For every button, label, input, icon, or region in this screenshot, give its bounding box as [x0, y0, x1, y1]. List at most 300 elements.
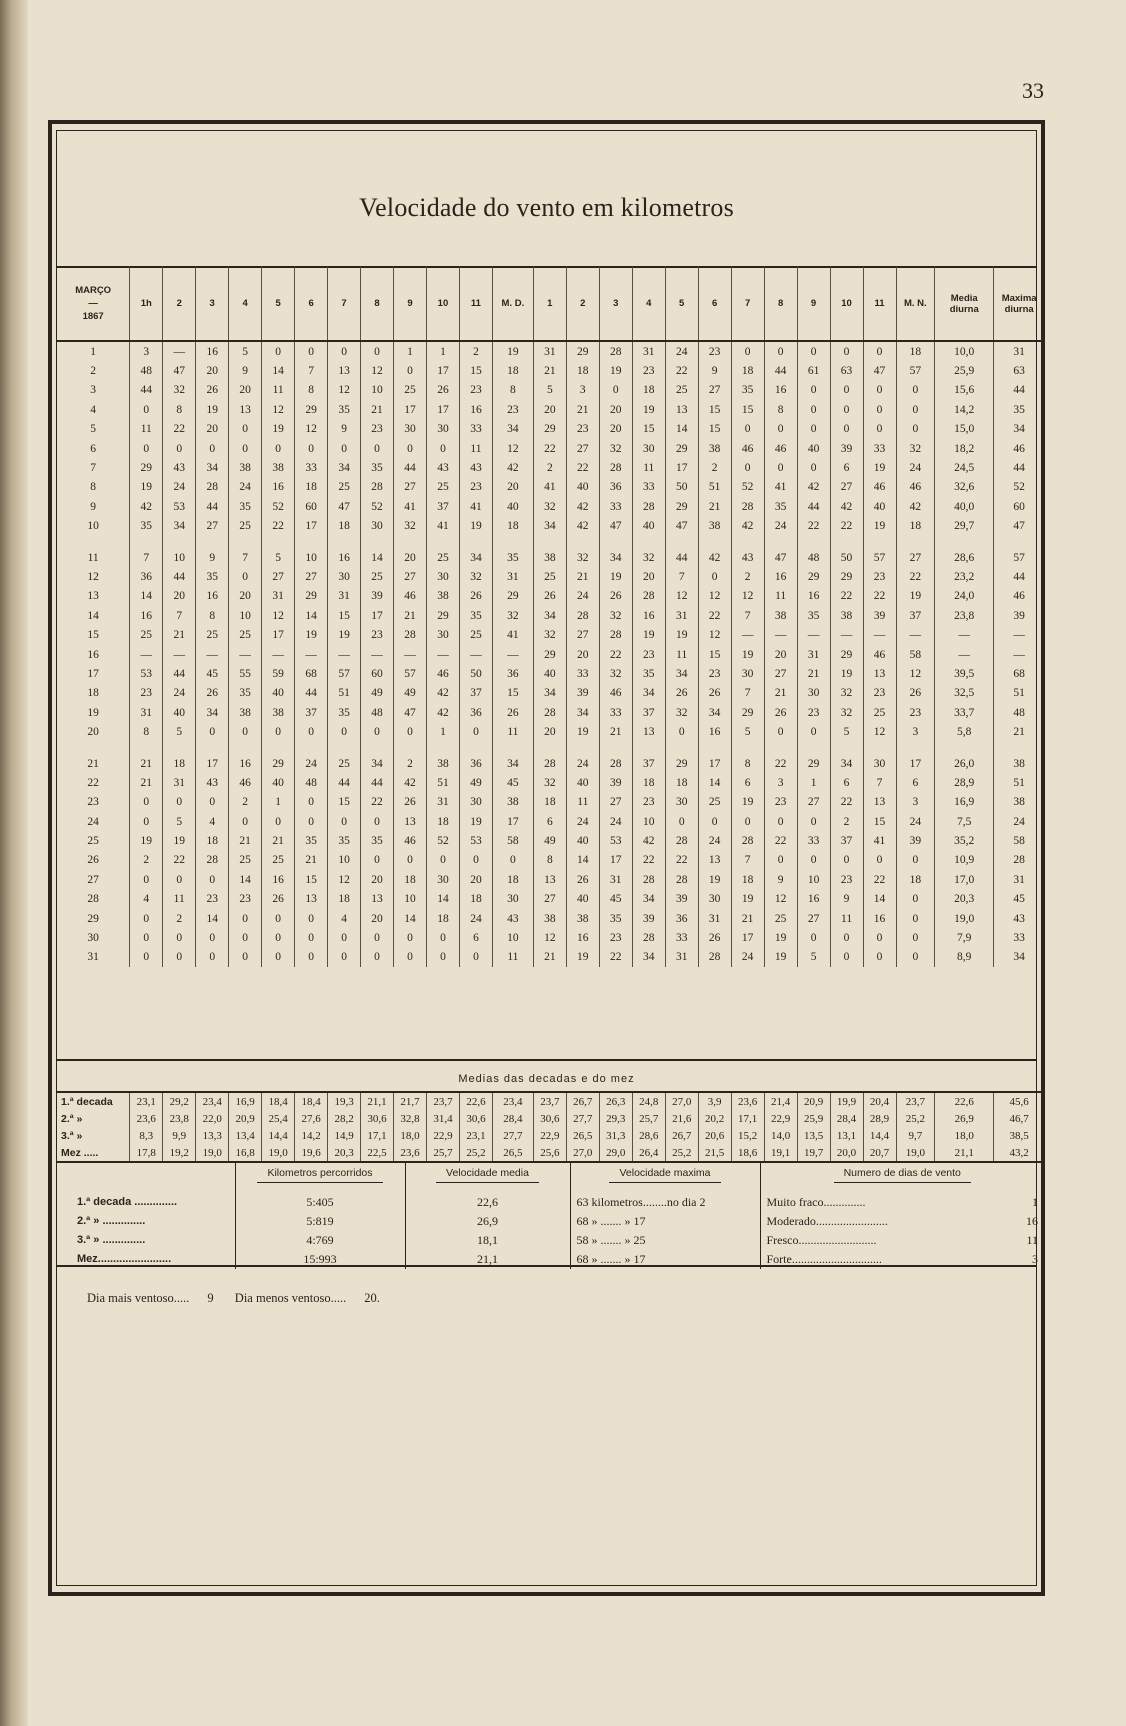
speed-cell: 43 [459, 458, 492, 477]
speed-cell: 40 [566, 478, 599, 497]
speed-cell: 0 [229, 909, 262, 928]
speed-cell: 37 [632, 703, 665, 722]
average-cell: 28,9 [863, 1110, 896, 1127]
speed-cell: 6 [830, 458, 863, 477]
speed-cell: 6 [830, 773, 863, 792]
speed-cell: 34 [196, 703, 229, 722]
speed-cell: 27 [830, 478, 863, 497]
speed-cell: 21 [764, 684, 797, 703]
speed-cell: 47 [764, 536, 797, 567]
speed-cell: 36 [492, 664, 533, 683]
average-cell: 19,7 [797, 1144, 830, 1162]
speed-cell: 44 [328, 773, 361, 792]
table-row [57, 517, 1044, 536]
speed-cell: 35 [599, 909, 632, 928]
speed-cell: 18 [632, 773, 665, 792]
speed-cell: 39 [599, 773, 632, 792]
speed-cell: 8 [731, 742, 764, 773]
day-cell: 22 [87, 776, 99, 789]
speed-cell: — [229, 645, 262, 664]
speed-cell: 0 [229, 812, 262, 831]
average-cell: 13,4 [229, 1127, 262, 1144]
speed-cell: 17 [698, 742, 731, 773]
speed-cell: 0 [130, 948, 163, 967]
speed-cell: 17 [426, 400, 459, 419]
speed-cell: 17 [492, 812, 533, 831]
speed-cell: 0 [863, 851, 896, 870]
speed-cell: 7 [731, 851, 764, 870]
speed-cell: 34 [632, 890, 665, 909]
speed-cell: 23 [863, 567, 896, 586]
speed-cell: 12 [764, 890, 797, 909]
average-cell: 18,0 [394, 1127, 427, 1144]
speed-cell: 9 [196, 536, 229, 567]
speed-cell: 34 [533, 606, 566, 625]
speed-cell: 44 [994, 381, 1044, 400]
speed-cell: 38 [698, 439, 731, 458]
average-cell: 21,6 [665, 1110, 698, 1127]
speed-cell: 27 [698, 381, 731, 400]
speed-cell: 31 [328, 587, 361, 606]
speed-cell: 13 [295, 890, 328, 909]
average-cell: 21,5 [698, 1144, 731, 1162]
speed-cell: 44 [994, 458, 1044, 477]
speed-cell: 63 [830, 361, 863, 380]
speed-cell: 31 [492, 567, 533, 586]
speed-cell: 12 [698, 625, 731, 644]
speed-cell: 40 [262, 773, 295, 792]
speed-cell: 36 [665, 909, 698, 928]
speed-cell: 12 [492, 439, 533, 458]
speed-cell: 38 [492, 793, 533, 812]
speed-cell: 20 [533, 722, 566, 741]
speed-cell: 23 [797, 703, 830, 722]
table-row [57, 381, 1044, 400]
wind-days-label: Muito fraco.............. [766, 1195, 866, 1209]
speed-cell: 42 [394, 773, 427, 792]
hour-header: 10 [426, 267, 459, 341]
table-row [57, 664, 1044, 683]
speed-cell: 6 [731, 773, 764, 792]
speed-cell: 53 [130, 664, 163, 683]
speed-cell: 27 [797, 793, 830, 812]
day-cell: 4 [90, 403, 96, 416]
speed-cell: 29 [797, 742, 830, 773]
speed-cell: 8 [163, 400, 196, 419]
speed-cell: 1 [797, 773, 830, 792]
speed-cell: 39 [632, 909, 665, 928]
speed-cell: 38 [262, 703, 295, 722]
speed-cell: 14,2 [935, 400, 994, 419]
speed-cell: 21 [295, 851, 328, 870]
speed-cell: 24 [295, 742, 328, 773]
speed-cell: 15 [295, 870, 328, 889]
md-header: M. D. [492, 267, 533, 341]
speed-cell: 8 [295, 381, 328, 400]
average-cell: 14,0 [764, 1127, 797, 1144]
speed-cell: 0 [229, 567, 262, 586]
speed-cell: 34 [163, 517, 196, 536]
speed-cell: 68 [994, 664, 1044, 683]
speed-cell: 26 [492, 703, 533, 722]
speed-cell: 6 [896, 773, 935, 792]
speed-cell: 40 [566, 773, 599, 792]
speed-cell: 5 [533, 381, 566, 400]
speed-cell: 8 [492, 381, 533, 400]
speed-cell: 40 [163, 703, 196, 722]
average-cell: 29,3 [599, 1110, 632, 1127]
speed-cell: 0 [896, 381, 935, 400]
speed-cell: 13 [229, 400, 262, 419]
wind-days-value: 16 [1026, 1214, 1038, 1228]
maxima-diurna-header-line1: Maxima [1001, 292, 1037, 304]
table-header-row [57, 267, 1044, 341]
speed-cell: 0 [295, 341, 328, 361]
speed-cell: 5,8 [935, 722, 994, 741]
speed-cell: 38 [229, 703, 262, 722]
speed-cell: 0 [295, 909, 328, 928]
speed-cell: 57 [328, 664, 361, 683]
average-cell: 19,0 [896, 1144, 935, 1162]
speed-cell: 35 [797, 606, 830, 625]
speed-cell: 16 [797, 587, 830, 606]
speed-cell: 7 [163, 606, 196, 625]
average-cell: 23,4 [492, 1092, 533, 1110]
speed-cell: 32 [896, 439, 935, 458]
speed-cell: 50 [665, 478, 698, 497]
speed-cell: 44 [764, 361, 797, 380]
speed-cell: 16 [229, 742, 262, 773]
average-cell: 29,2 [163, 1092, 196, 1110]
speed-cell: 0 [896, 400, 935, 419]
day-cell: 12 [87, 570, 99, 583]
speed-cell: 0 [896, 851, 935, 870]
speed-cell: 0 [665, 722, 698, 741]
speed-cell: 11 [459, 439, 492, 458]
speed-cell: 26 [262, 890, 295, 909]
table-row [57, 684, 1044, 703]
speed-cell: 0 [797, 928, 830, 947]
speed-cell: 2 [229, 793, 262, 812]
hour-header: 11 [459, 267, 492, 341]
table-row [57, 497, 1044, 516]
speed-cell: 30 [394, 420, 427, 439]
speed-cell: 40 [492, 497, 533, 516]
average-cell: 23,6 [130, 1110, 163, 1127]
speed-cell: 10,0 [935, 341, 994, 361]
speed-cell: 0 [896, 948, 935, 967]
speed-cell: 34 [599, 536, 632, 567]
speed-cell: 35 [492, 536, 533, 567]
average-cell: 13,3 [196, 1127, 229, 1144]
day-cell: 5 [90, 423, 96, 436]
speed-cell: 44 [394, 458, 427, 477]
speed-cell: 27 [262, 567, 295, 586]
speed-cell: 0 [797, 420, 830, 439]
speed-cell: 19 [566, 948, 599, 967]
speed-cell: 9 [229, 361, 262, 380]
speed-cell: 23,8 [935, 606, 994, 625]
speed-cell: 0 [426, 948, 459, 967]
km-value: 4:769 [306, 1233, 334, 1247]
speed-cell: 8 [130, 722, 163, 741]
average-cell: 17,1 [731, 1110, 764, 1127]
average-cell: 21,7 [394, 1092, 427, 1110]
mean-speed-header: Velocidade media [436, 1163, 539, 1183]
speed-cell: 26 [459, 587, 492, 606]
speed-cell: 22 [830, 517, 863, 536]
speed-cell: 27 [295, 567, 328, 586]
decade-label: 1.ª decada .............. [77, 1196, 178, 1208]
speed-cell: 23 [492, 400, 533, 419]
wind-days-label: Fresco.......................... [766, 1233, 877, 1247]
table-row [57, 703, 1044, 722]
speed-cell: 19 [698, 870, 731, 889]
speed-cell: 16 [196, 341, 229, 361]
speed-cell: 28 [599, 625, 632, 644]
speed-cell: 12 [731, 587, 764, 606]
speed-cell: 8 [533, 851, 566, 870]
speed-cell: 46 [731, 439, 764, 458]
speed-cell: 42 [830, 497, 863, 516]
average-cell: 25,2 [459, 1144, 492, 1162]
speed-cell: 23 [632, 645, 665, 664]
speed-cell: 19 [328, 625, 361, 644]
km-value: 15:993 [303, 1252, 337, 1266]
day-cell: 10 [87, 520, 99, 533]
day-cell: 18 [87, 687, 99, 700]
speed-cell: 18 [731, 361, 764, 380]
speed-cell: 44 [163, 567, 196, 586]
speed-cell: 5 [163, 812, 196, 831]
speed-cell: 37 [459, 684, 492, 703]
speed-cell: 0 [426, 439, 459, 458]
speed-cell: 14 [262, 361, 295, 380]
speed-cell: 33 [863, 439, 896, 458]
average-cell: 16,9 [229, 1092, 262, 1110]
speed-cell: 0 [599, 381, 632, 400]
speed-cell: 0 [459, 851, 492, 870]
wind-days-row [767, 1231, 1039, 1250]
maxima-diurna-header-line2: diurna [1004, 303, 1034, 315]
average-cell: 23,7 [896, 1092, 935, 1110]
table-row [57, 458, 1044, 477]
speed-cell: 0 [262, 722, 295, 741]
table-row [57, 773, 1044, 792]
speed-cell: 47 [328, 497, 361, 516]
speed-cell: 17 [665, 458, 698, 477]
speed-cell: 0 [361, 722, 394, 741]
speed-cell: 24 [163, 684, 196, 703]
speed-cell: 22 [764, 831, 797, 850]
speed-cell: 7 [731, 606, 764, 625]
speed-cell: 27 [533, 890, 566, 909]
table-row [57, 722, 1044, 741]
speed-cell: 35 [295, 831, 328, 850]
speed-cell: 14 [698, 773, 731, 792]
speed-cell: 20 [196, 420, 229, 439]
speed-cell: — [459, 645, 492, 664]
speed-cell: 0 [830, 420, 863, 439]
speed-cell: 1 [426, 341, 459, 361]
speed-cell: 14 [130, 587, 163, 606]
speed-cell: 19 [764, 928, 797, 947]
speed-cell: 38 [533, 909, 566, 928]
average-cell: 23,7 [426, 1092, 459, 1110]
wind-speed-table [57, 267, 1044, 967]
speed-cell: 18 [665, 773, 698, 792]
average-cell: 23,4 [196, 1092, 229, 1110]
speed-cell: 40 [863, 497, 896, 516]
speed-cell: 48 [797, 536, 830, 567]
speed-cell: 16 [196, 587, 229, 606]
speed-cell: 15 [632, 420, 665, 439]
speed-cell: 0 [764, 812, 797, 831]
max-speed-value: 63 kilometros........no dia 2 [576, 1195, 706, 1209]
speed-cell: 0 [361, 439, 394, 458]
average-cell: 23,1 [459, 1127, 492, 1144]
speed-cell: 29 [295, 400, 328, 419]
speed-cell: 23 [130, 684, 163, 703]
mean-speed-value: 18,1 [477, 1233, 498, 1247]
speed-cell: 32 [599, 664, 632, 683]
speed-cell: 48 [361, 703, 394, 722]
speed-cell: 34 [533, 684, 566, 703]
speed-cell: 0 [863, 381, 896, 400]
speed-cell: 0 [863, 928, 896, 947]
speed-cell: 33 [459, 420, 492, 439]
speed-cell: 0 [130, 812, 163, 831]
speed-cell: 18,2 [935, 439, 994, 458]
speed-cell: 15 [731, 400, 764, 419]
speed-cell: 34 [492, 742, 533, 773]
speed-cell: 18 [163, 742, 196, 773]
speed-cell: 0 [262, 341, 295, 361]
speed-cell: 26 [665, 684, 698, 703]
average-cell: 21,1 [361, 1092, 394, 1110]
speed-cell: 35 [361, 458, 394, 477]
speed-cell: 53 [163, 497, 196, 516]
hour-header: 1h [130, 267, 163, 341]
speed-cell: 24 [566, 587, 599, 606]
speed-cell: 21 [361, 400, 394, 419]
average-cell: 25,4 [262, 1110, 295, 1127]
speed-cell: 12 [665, 587, 698, 606]
speed-cell: 0 [863, 400, 896, 419]
speed-cell: 29 [295, 587, 328, 606]
speed-cell: 46 [426, 664, 459, 683]
speed-cell: 24 [566, 812, 599, 831]
speed-cell: 41 [533, 478, 566, 497]
speed-cell: 42 [492, 458, 533, 477]
speed-cell: 2 [130, 851, 163, 870]
speed-cell: 0 [262, 948, 295, 967]
speed-cell: 34 [196, 458, 229, 477]
speed-cell: 13 [698, 851, 731, 870]
speed-cell: 29 [830, 567, 863, 586]
speed-cell: 21 [797, 664, 830, 683]
speed-cell: 37 [632, 742, 665, 773]
speed-cell: 25 [130, 625, 163, 644]
speed-cell: 25 [665, 381, 698, 400]
speed-cell: 24 [163, 478, 196, 497]
speed-cell: 44 [361, 773, 394, 792]
most-windy-label: Dia mais ventoso..... [87, 1291, 190, 1305]
speed-cell: 28 [599, 341, 632, 361]
speed-cell: 29 [797, 567, 830, 586]
speed-cell: 39 [566, 684, 599, 703]
speed-cell: 24 [764, 517, 797, 536]
average-cell: 17,1 [361, 1127, 394, 1144]
average-cell: 24,8 [632, 1092, 665, 1110]
speed-cell: 32,6 [935, 478, 994, 497]
speed-cell: 7 [731, 684, 764, 703]
mn-header: M. N. [896, 267, 935, 341]
speed-cell: 35 [328, 400, 361, 419]
speed-cell: 12 [262, 606, 295, 625]
km-value: 5:819 [306, 1214, 334, 1228]
day-cell: 25 [87, 835, 99, 848]
speed-cell: 33 [994, 928, 1044, 947]
speed-cell: 0 [492, 851, 533, 870]
speed-cell: 20 [599, 400, 632, 419]
speed-cell: 47 [599, 517, 632, 536]
hour-header: 2 [566, 267, 599, 341]
speed-cell: 7 [863, 773, 896, 792]
speed-cell: 21 [163, 625, 196, 644]
speed-cell: 29 [492, 587, 533, 606]
speed-cell: 32 [533, 773, 566, 792]
hour-header: 11 [863, 267, 896, 341]
speed-cell: 16 [698, 722, 731, 741]
decade-label: 3.ª » .............. [77, 1234, 146, 1246]
speed-cell: 31 [665, 948, 698, 967]
average-cell: 3,9 [698, 1092, 731, 1110]
speed-cell: 30 [632, 439, 665, 458]
speed-cell: 10 [295, 536, 328, 567]
speed-cell: 52 [262, 497, 295, 516]
average-cell: 28,4 [830, 1110, 863, 1127]
speed-cell: 14 [295, 606, 328, 625]
speed-cell: 6 [459, 928, 492, 947]
speed-cell: 0 [896, 928, 935, 947]
average-cell: 16,8 [229, 1144, 262, 1162]
speed-cell: 19 [863, 517, 896, 536]
speed-cell: 26 [698, 928, 731, 947]
speed-cell: 51 [994, 684, 1044, 703]
speed-cell: 0 [229, 948, 262, 967]
speed-cell: 35 [459, 606, 492, 625]
average-cell: 9,9 [163, 1127, 196, 1144]
average-cell: 19,9 [830, 1092, 863, 1110]
speed-cell: 33 [599, 497, 632, 516]
average-cell: 25,9 [797, 1110, 830, 1127]
average-cell: 30,6 [533, 1110, 566, 1127]
speed-cell: 30 [426, 625, 459, 644]
speed-cell: 32 [599, 606, 632, 625]
average-cell: 26,5 [566, 1127, 599, 1144]
speed-cell: 42 [632, 831, 665, 850]
speed-cell: 0 [163, 948, 196, 967]
speed-cell: 11 [130, 420, 163, 439]
speed-cell: 11 [566, 793, 599, 812]
average-cell: 25,7 [426, 1144, 459, 1162]
speed-cell: 38 [262, 458, 295, 477]
speed-cell: 19 [295, 625, 328, 644]
table-row [57, 361, 1044, 380]
speed-cell: 43 [492, 909, 533, 928]
speed-cell: 24,5 [935, 458, 994, 477]
